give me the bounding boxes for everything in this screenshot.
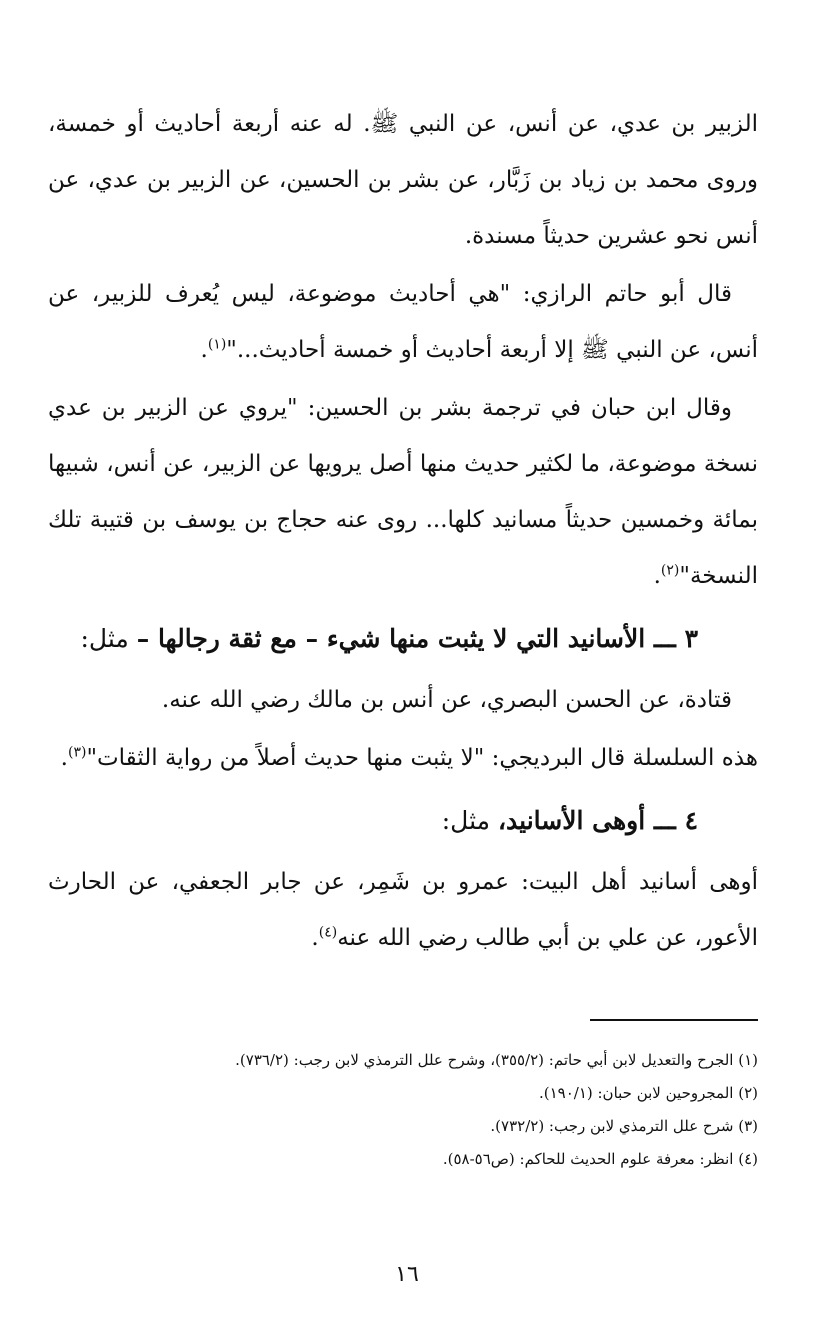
footnote-4: (٤) انظر: معرفة علوم الحديث للحاكم: (ص٥٦-٥٨). [442,1150,758,1168]
footnote-ref-3[interactable]: (٣) [67,744,87,761]
paragraph-qatada-text: قتادة، عن الحسن البصري، عن أنس بن مالك رضي الله عنه. [161,687,732,713]
page-number: ١٦ [395,1262,419,1287]
footnotes [48,1044,758,1176]
footnote-ref-4[interactable]: (٤) [318,924,338,941]
footnote-ref-1[interactable]: (١) [207,336,227,353]
section-heading-3-suffix: مثل: [80,624,137,653]
footnote-separator [590,1019,758,1021]
footnote-1: (١) الجرح والتعديل لابن أبي حاتم: (٣٥٥/٢)، وشرح علل الترمذي لابن رجب: (٧٣٦/٢). [235,1051,758,1069]
paragraph-ibn-hibban: وقال ابن حبان في ترجمة بشر بن الحسين: "يروي عن الزبير بن عدي نسخة موضوعة، ما لكثير حديث منها أصل يرويها عن الزبير، عن أنس، شبيها بمائة وخمسين حديثاً مسانيد كلها... روى عنه حجاج بن يوسف بن قتيبة تلك النسخة"$^{(٢)}$. [48,395,758,589]
main-text [48,96,758,968]
paragraph-abu-hatim-text: قال أبو حاتم الرازي: "هي أحاديث موضوعة، ليس يُعرف للزبير، عن أنس، عن النبي ﷺ إلا أربعة أحاديث أو خمسة أحاديث..." [48,281,758,363]
footnote-3: (٣) شرح علل الترمذي لابن رجب: (٧٣٢/٢). [490,1117,758,1135]
paragraph-bardiji: هذه السلسلة قال البرديجي: "لا يثبت منها حديث أصلاً من رواية الثقات"$^{(٣)}$. [60,744,758,771]
footnote-2: (٢) المجروحين لابن حبان: (١٩٠/١). [538,1084,758,1102]
paragraph-abu-hatim: قال أبو حاتم الرازي: "هي أحاديث موضوعة، ليس يُعرف للزبير، عن أنس، عن النبي ﷺ إلا أربعة أحاديث أو خمسة أحاديث..."$^{(١)}$. [48,281,758,363]
section-heading-3-label: ٣ ـــ الأسانيد التي لا يثبت منها شيء – مع ثقة رجالها – [136,624,698,653]
section-heading-3 [48,610,758,668]
paragraph-zubair [48,96,758,264]
paragraph-awha-text: أوهى أسانيد أهل البيت: عمرو بن شَمِر، عن جابر الجعفي، عن الحارث الأعور، عن علي بن أبي طالب رضي الله عنه [48,869,758,951]
section-heading-4-label: ٤ ـــ أوهى الأسانيد، [497,806,698,835]
section-heading-4 [48,792,758,850]
paragraph-awha: أوهى أسانيد أهل البيت: عمرو بن شَمِر، عن جابر الجعفي، عن الحارث الأعور، عن علي بن أبي طالب رضي الله عنه$^{(٤)}$. [48,869,758,951]
section-heading-4-suffix: مثل: [441,806,498,835]
paragraph-qatada [48,672,758,728]
footnote-ref-2[interactable]: (٢) [660,562,680,579]
paragraph-bardiji-text: هذه السلسلة قال البرديجي: "لا يثبت منها حديث أصلاً من رواية الثقات" [86,745,758,771]
paragraph-zubair-text: الزبير بن عدي، عن أنس، عن النبي ﷺ. له عنه أربعة أحاديث أو خمسة، وروى محمد بن زياد بن زَبَّار، عن بشر بن الحسين، عن الزبير بن عدي، عن أنس نحو عشرين حديثاً مسندة. [48,111,758,249]
paragraph-ibn-hibban-text: وقال ابن حبان في ترجمة بشر بن الحسين: "يروي عن الزبير بن عدي نسخة موضوعة، ما لكثير حديث منها أصل يرويها عن الزبير، عن أنس، شبيها بمائة وخمسين حديثاً مسانيد كلها... روى عنه حجاج بن يوسف بن قتيبة تلك النسخة" [48,395,758,589]
